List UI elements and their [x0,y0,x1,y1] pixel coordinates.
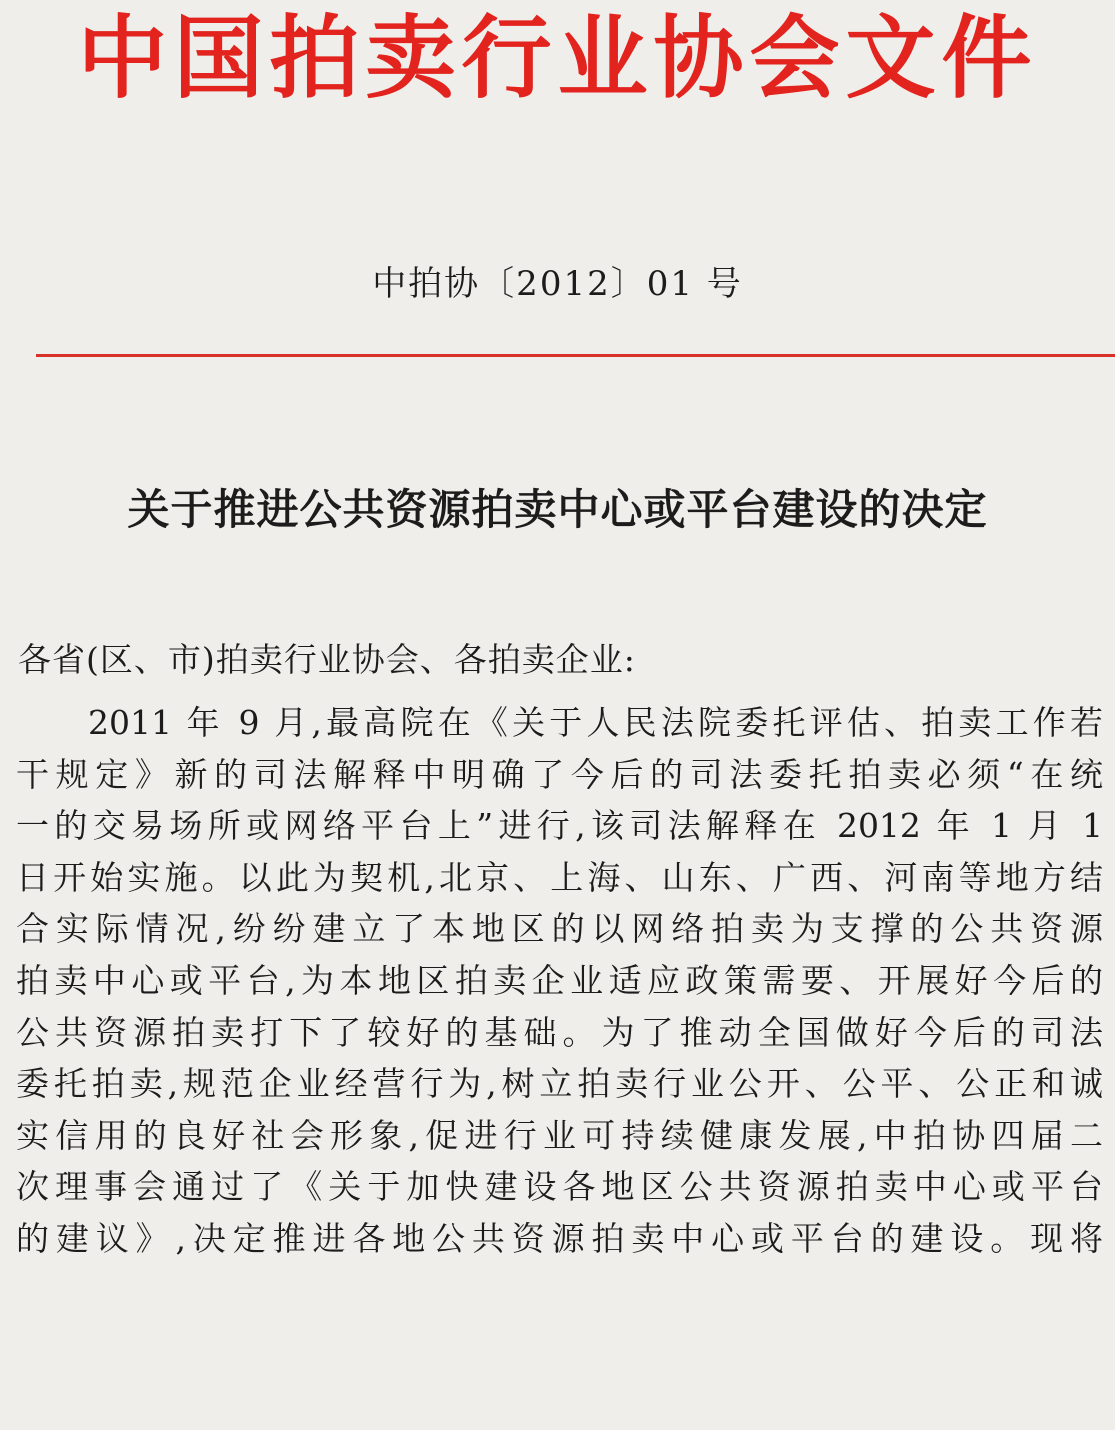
document-title: 关于推进公共资源拍卖中心或平台建设的决定 [127,485,988,534]
body-line: 的建议》,决定推进各地公共资源拍卖中心或平台的建设。现将 [16,1218,1103,1258]
body-line: 2011 年 9 月,最高院在《关于人民法院委托评估、拍卖工作若 [88,703,1103,742]
document-number: 中拍协〔2012〕01 号 [372,264,743,304]
red-divider-line [36,354,1115,357]
body-line: 日开始实施。以此为契机,北京、上海、山东、广西、河南等地方结 [16,857,1103,897]
body-line: 实信用的良好社会形象,促进行业可持续健康发展,中拍协四届二 [16,1115,1103,1155]
body-line: 次理事会通过了《关于加快建设各地区公共资源拍卖中心或平台 [16,1167,1103,1207]
letterhead-title: 中国拍卖行业协会文件 [77,5,1038,111]
body-line: 拍卖中心或平台,为本地区拍卖企业适应政策需要、开展好今后的 [16,960,1103,1000]
body-line: 一的交易场所或网络平台上”进行,该司法解释在 2012 年 1 月 1 [16,806,1103,846]
body-line: 干规定》新的司法解释中明确了今后的司法委托拍卖必须“在统 [16,754,1103,794]
body-text [16,697,1103,1265]
body-line: 委托拍卖,规范企业经营行为,树立拍卖行业公开、公平、公正和诚 [16,1064,1103,1104]
body-line: 公共资源拍卖打下了较好的基础。为了推动全国做好今后的司法 [16,1012,1103,1052]
body-line: 合实际情况,纷纷建立了本地区的以网络拍卖为支撑的公共资源 [16,909,1103,949]
salutation: 各省(区、市)拍卖行业协会、各拍卖企业: [18,640,636,679]
